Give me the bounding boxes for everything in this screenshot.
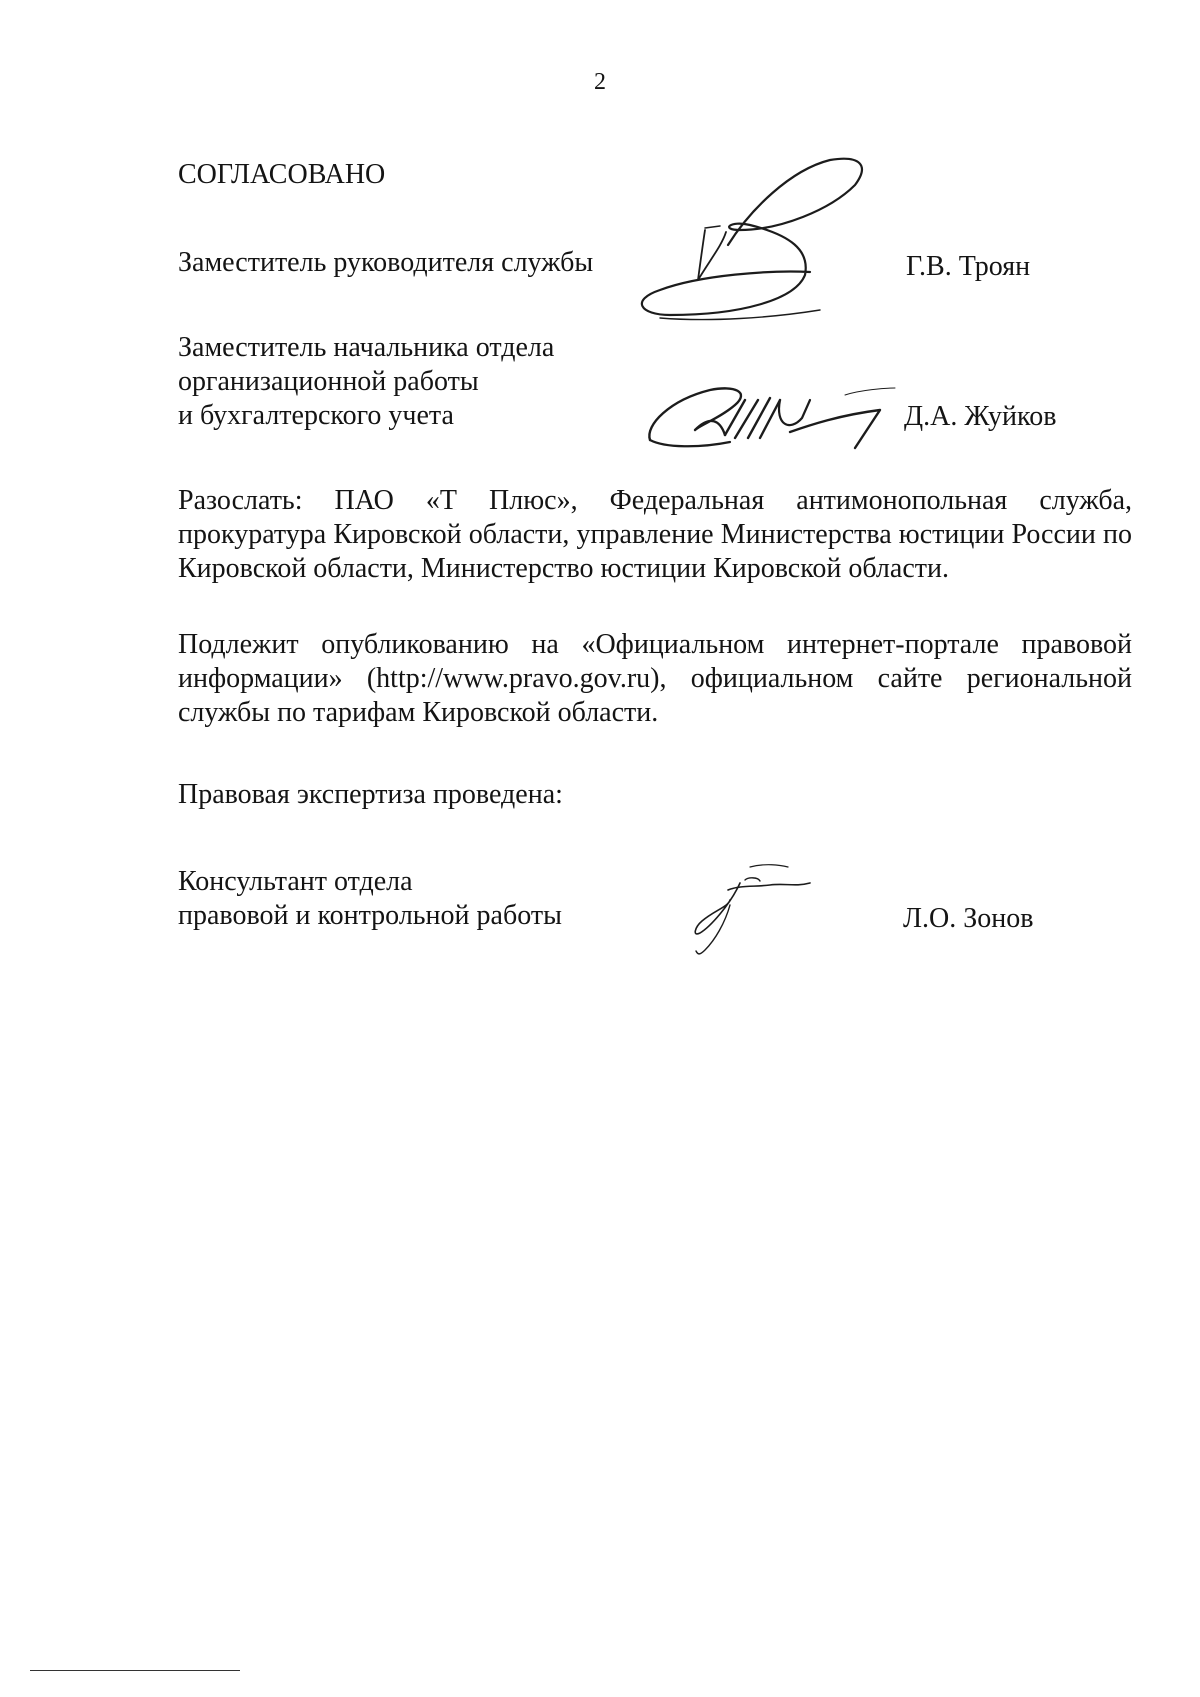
signer-1-name: Г.В. Троян: [906, 251, 1031, 282]
signature-troyan: [630, 150, 910, 360]
approval-heading: СОГЛАСОВАНО: [178, 159, 386, 190]
signer-2-position-line-3: и бухгалтерского учета: [178, 400, 454, 431]
legal-signer-position-line-2: правовой и контрольной работы: [178, 900, 562, 931]
distribution-paragraph: Разослать: ПАО «Т Плюс», Федеральная антимонопольная служба, прокуратура Кировской области, управление Министерства юстиции России по Кировской области, Министерство юстиции Кировской области.: [178, 485, 1132, 584]
legal-signer-name: Л.О. Зонов: [903, 903, 1034, 934]
signer-1-position: Заместитель руководителя службы: [178, 247, 594, 278]
signer-2-position-line-2: организационной работы: [178, 366, 479, 397]
publication-paragraph: Подлежит опубликованию на «Официальном интернет-портале правовой информации» (http://www.pravo.gov.ru), официальном сайте региональной службы по тарифам Кировской области.: [178, 629, 1132, 728]
signature-zhuykov: [640, 370, 900, 460]
footer-rule: [30, 1670, 240, 1671]
signature-zonov: [670, 855, 840, 965]
page-number: 2: [594, 69, 606, 95]
legal-signer-position-line-1: Консультант отдела: [178, 866, 413, 897]
legal-review-heading: Правовая экспертиза проведена:: [178, 779, 563, 810]
signer-2-position-line-1: Заместитель начальника отдела: [178, 332, 555, 363]
signer-2-name: Д.А. Жуйков: [904, 401, 1057, 432]
